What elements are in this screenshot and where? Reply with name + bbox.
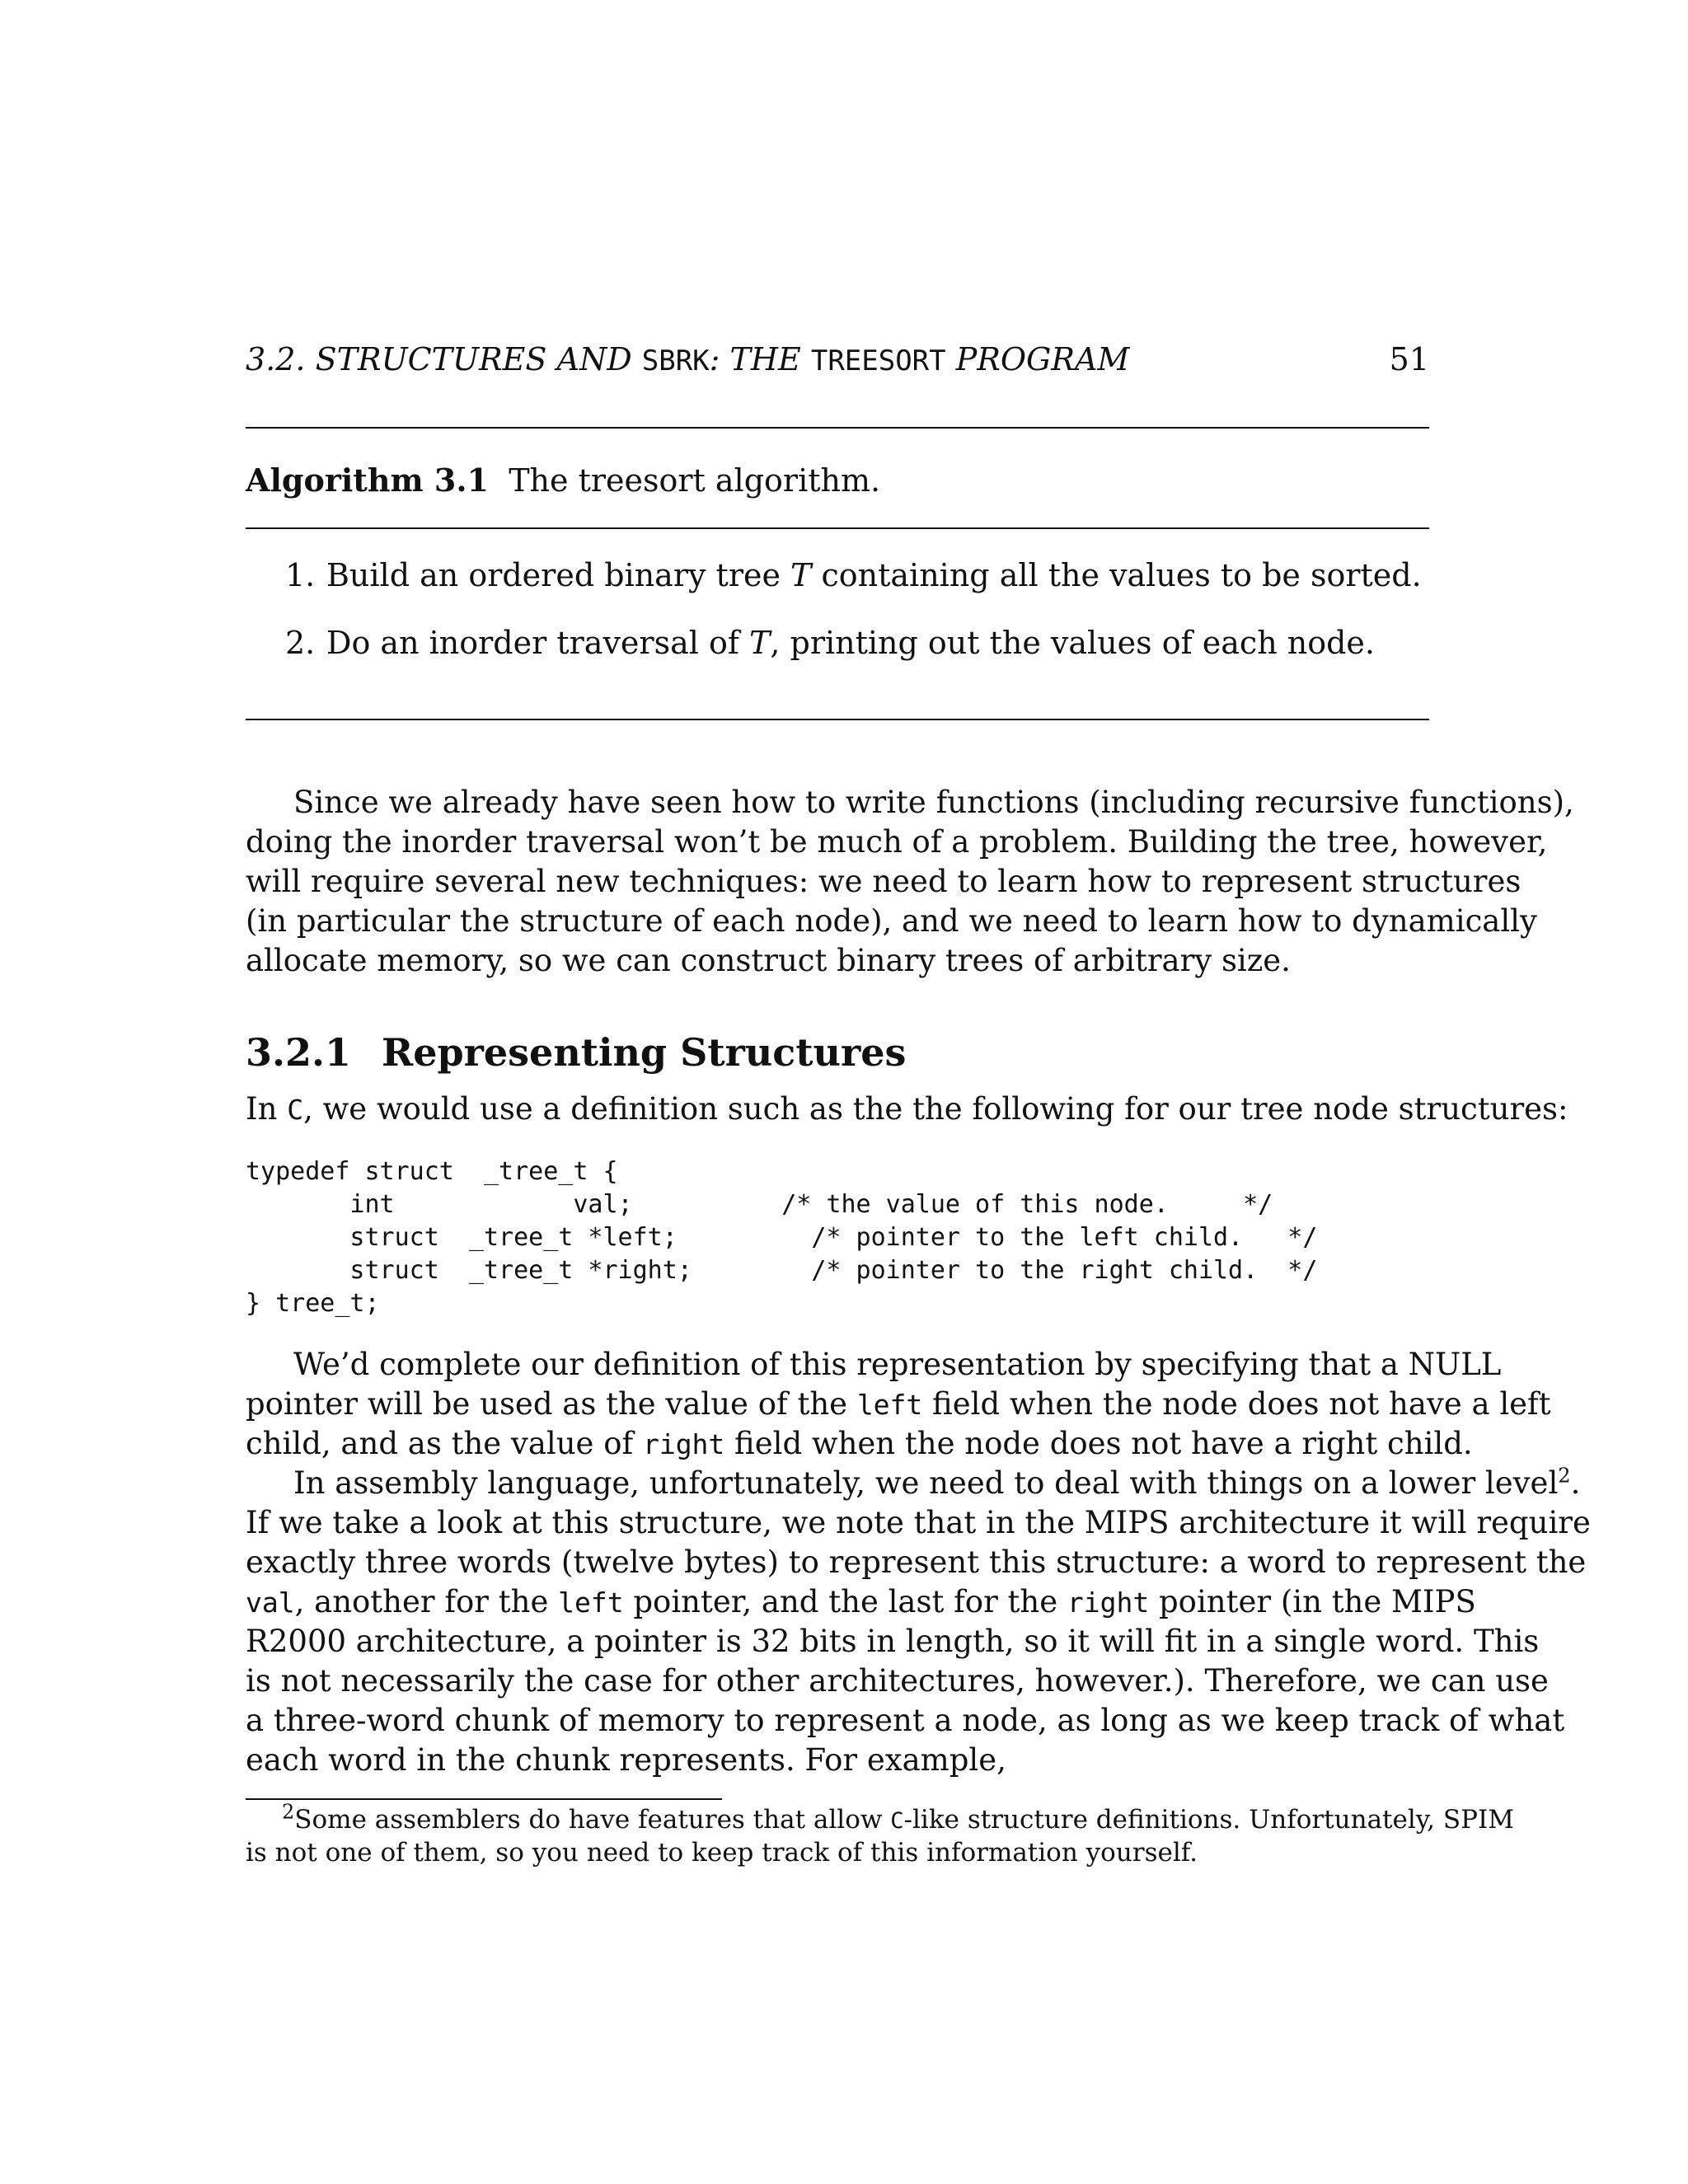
algorithm-caption [246, 462, 1429, 499]
page-number: 51 [1389, 341, 1429, 377]
section-number: 3.2.1 [246, 1030, 352, 1075]
c-definition-intro: In C, we would use a definition such as the the following for our tree node structures: [246, 1091, 1568, 1127]
header-title: 3.2. STRUCTURES AND SBRK: THE TREESORT PROGRAM [246, 341, 1130, 377]
algorithm-step: 1. Build an ordered binary tree T containing all the values to be sorted. [285, 557, 1422, 593]
code-block: typedef struct _tree_t { int val; /* the value of this node. */ struct _tree_t *left; /* pointer to the left child. */ struct _tree_t *right; /* pointer to the right child. */ } tree_t; [246, 1157, 1318, 1318]
footnote: $^2$Some assemblers do have features that allow C-like structure definitions. Unfortunately, SPIM is not one of them, so you need to keep track of this information yourself. [246, 1800, 1514, 1868]
footnote-ref: 2 [1558, 1464, 1571, 1488]
footnote-rule [246, 1798, 722, 1800]
assembly-paragraph: In assembly language, unfortunately, we need to deal with things on a lower level$^2$. If we take a look at this structure, we note that in the MIPS architecture it will require exactly three words (twelve bytes) to represent this structure: a word to represent the val, another for the left pointer, and the last for the right pointer (in the MIPS R2000 architecture, a pointer is 32 bits in length, so it will fit in a single word. This is not necessarily the case for other architectures, however.). Therefore, we can use a three-word chunk of memory to represent a node, as long as we keep track of what each word in the chunk represents. For example, [246, 1464, 1591, 1778]
header-treesort: TREESORT [810, 344, 946, 377]
header-sbrk: SBRK [641, 344, 710, 377]
null-pointer-paragraph: We’d complete our definition of this representation by specifying that a NULL pointer will be used as the value of the left field when the node does not have a left child, and as the value of right field when the node does not have a right child. [246, 1347, 1551, 1461]
algorithm-steps [246, 557, 1429, 692]
algorithm-label: Algorithm 3.1 [246, 462, 490, 499]
algorithm-caption-text: The treesort algorithm. [509, 462, 881, 499]
algorithm-top-rule [246, 427, 1429, 429]
algorithm-bottom-rule [246, 719, 1429, 720]
running-header [246, 341, 1429, 391]
section-title: Representing Structures [382, 1030, 907, 1075]
section-heading [246, 1030, 1429, 1075]
algorithm-step: 2. Do an inorder traversal of T, printing out the values of each node. [285, 625, 1375, 661]
footnote-mark: 2 [282, 1800, 295, 1824]
intro-paragraph: Since we already have seen how to write functions (including recursive functions), doing the inorder traversal won’t be much of a problem. Building the tree, however, will require several new techniques: we need to learn how to represent structures (in particular the structure of each node), and we need to learn how to dynamically allocate memory, so we can construct binary trees of arbitrary size. [246, 785, 1574, 978]
algorithm-caption-rule [246, 527, 1429, 529]
